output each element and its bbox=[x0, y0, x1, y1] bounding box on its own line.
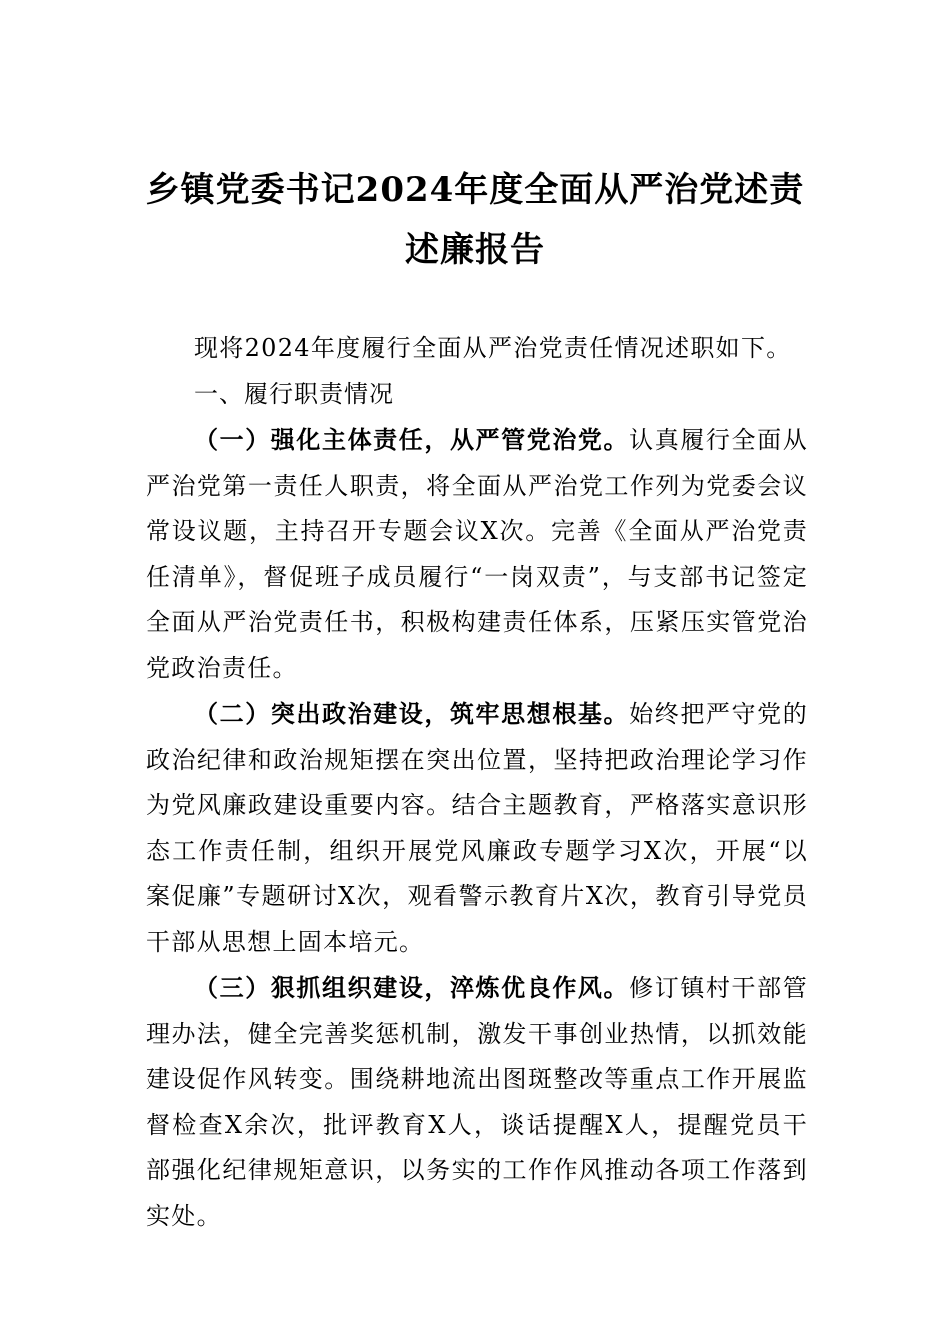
title-line-2: 述廉报告 bbox=[405, 230, 545, 270]
paragraph-1 bbox=[146, 417, 808, 691]
paragraph-2-lead: （二）突出政治建设，筑牢思想根基。 bbox=[194, 699, 630, 728]
document-title bbox=[120, 160, 830, 280]
paragraph-3 bbox=[146, 965, 808, 1239]
paragraph-1-lead: （一）强化主体责任，从严管党治党。 bbox=[194, 425, 630, 454]
paragraph-2-text: 始终把严守党的政治纪律和政治规矩摆在突出位置，坚持把政治理论学习作为党风廉政建设重要内容。结合主题教育，严格落实意识形态工作责任制，组织开展党风廉政专题学习X次，开展“以案促廉”专题研讨X次，观看警示教育片X次，教育引导党员干部从思想上固本培元。 bbox=[146, 700, 808, 956]
section-heading: 一、履行职责情况 bbox=[194, 379, 394, 408]
paragraph-1-text: 认真履行全面从严治党第一责任人职责，将全面从严治党工作列为党委会议常设议题，主持召开专题会议X次。完善《全面从严治党责任清单》，督促班子成员履行“一岗双责”，与支部书记签定全面从严治党责任书，积极构建责任体系，压紧压实管党治党政治责任。 bbox=[146, 426, 808, 682]
paragraph-2 bbox=[146, 691, 808, 965]
paragraph-3-text: 修订镇村干部管理办法，健全完善奖惩机制，激发干事创业热情，以抓效能建设促作风转变。围绕耕地流出图斑整改等重点工作开展监督检查X余次，批评教育X人，谈话提醒X人，提醒党员干部强化纪律规矩意识，以务实的工作作风推动各项工作落到实处。 bbox=[146, 974, 808, 1230]
title-line-1: 乡镇党委书记2024年度全面从严治党述责 bbox=[145, 170, 805, 210]
intro-paragraph: 现将2024年度履行全面从严治党责任情况述职如下。 bbox=[194, 334, 792, 362]
paragraph-3-lead: （三）狠抓组织建设，淬炼优良作风。 bbox=[194, 973, 630, 1002]
document-body bbox=[146, 326, 808, 1239]
